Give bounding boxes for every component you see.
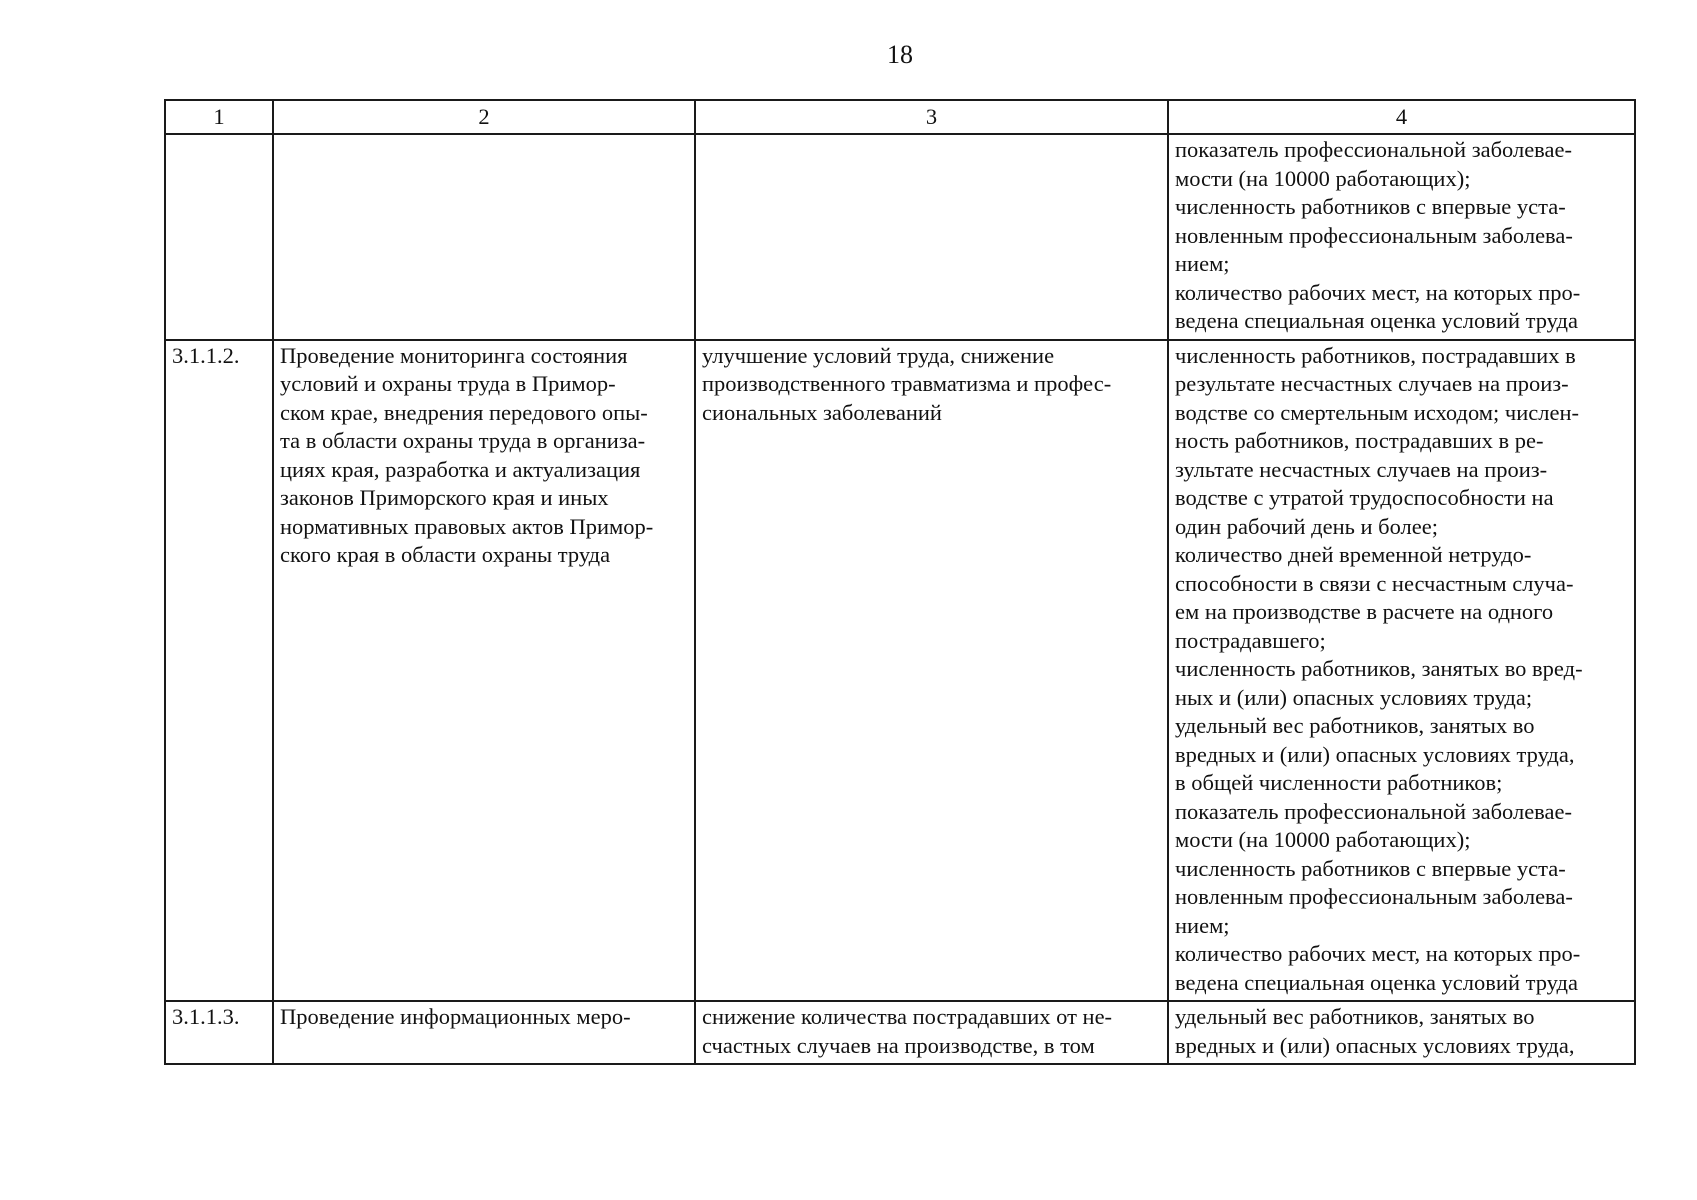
measure-name-cell: Проведение мониторинга состояния условий и охраны труда в Примор- ском крае, внедрения передового опы- та в области охраны труда в организа- циях края, разработка и актуализация законов Приморского края и иных нормативных правовых актов Примор- ского края в области охраны труда: [273, 340, 695, 1002]
measures-table: [164, 99, 1636, 1065]
item-number-cell: 3.1.1.3.: [165, 1001, 273, 1064]
table-header-row: [165, 100, 1635, 134]
table-row: [165, 134, 1635, 340]
header-cell-3: 3: [695, 100, 1168, 134]
indicators-cell: удельный вес работников, занятых во вредных и (или) опасных условиях труда,: [1168, 1001, 1635, 1064]
header-cell-1: 1: [165, 100, 273, 134]
expected-result-cell: [695, 134, 1168, 340]
expected-result-cell: снижение количества пострадавших от не- счастных случаев на производстве, в том: [695, 1001, 1168, 1064]
indicators-cell: показатель профессиональной заболевае- мости (на 10000 работающих); численность работников с впервые уста- новленным профессиональным заболева- нием; количество рабочих мест, на которых про- ведена специальная оценка условий труда: [1168, 134, 1635, 340]
indicators-cell: численность работников, пострадавших в результате несчастных случаев на произ- водстве со смертельным исходом; числен- ность работников, пострадавших в ре- зультате несчастных случаев на произ- водстве с утратой трудоспособности на один рабочий день и более; количество дней временной нетрудо- способности в связи с несчастным случа- ем на производстве в расчете на одного пострадавшего; численность работников, занятых во вред- ных и (или) опасных условиях труда; удельный вес работников, занятых во вредных и (или) опасных условиях труда, в общей численности работников; показатель профессиональной заболевае- мости (на 10000 работающих); численность работников с впервые уста- новленным профессиональным заболева- нием; количество рабочих мест, на которых про- ведена специальная оценка условий труда: [1168, 340, 1635, 1002]
page-number: 18: [887, 40, 913, 69]
expected-result-cell: улучшение условий труда, снижение производственного травматизма и профес- сиональных заболеваний: [695, 340, 1168, 1002]
measure-name-cell: [273, 134, 695, 340]
header-cell-2: 2: [273, 100, 695, 134]
table-row: [165, 340, 1635, 1002]
measure-name-cell: Проведение информационных меро-: [273, 1001, 695, 1064]
item-number-cell: 3.1.1.2.: [165, 340, 273, 1002]
table-row: [165, 1001, 1635, 1064]
header-cell-4: 4: [1168, 100, 1635, 134]
item-number-cell: [165, 134, 273, 340]
